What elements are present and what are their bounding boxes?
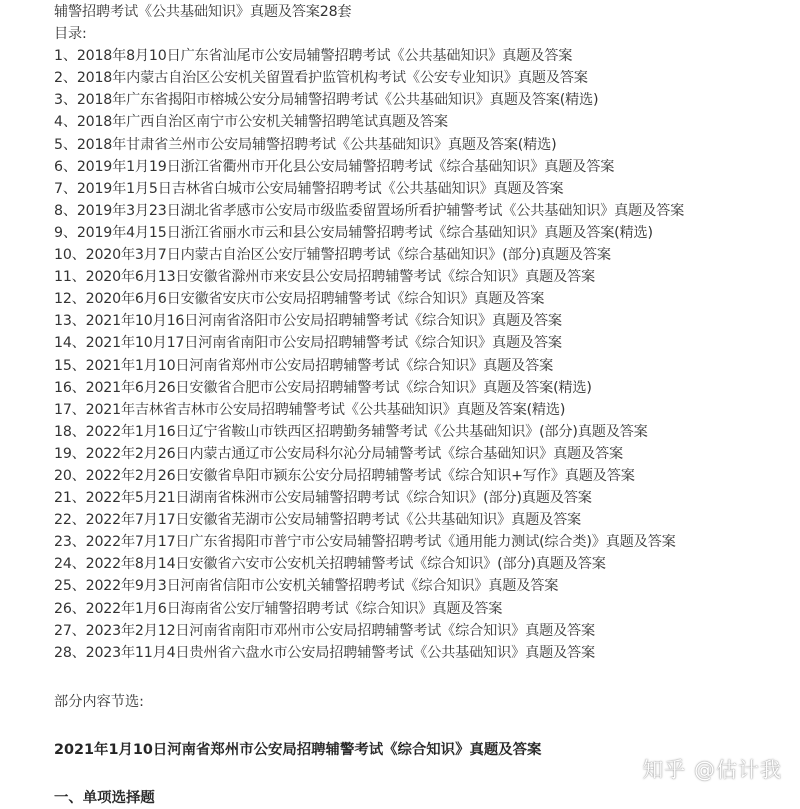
toc-item: 16、2021年6月26日安徽省合肥市公安局招聘辅警考试《综合知识》真题及答案(精选) [54, 379, 592, 396]
toc-item: 9、2019年4月15日浙江省丽水市云和县公安局辅警招聘考试《综合基础知识》真题及答案(精选) [54, 224, 653, 241]
toc-item: 14、2021年10月17日河南省南阳市公安局招聘辅警考试《综合知识》真题及答案 [54, 335, 562, 352]
excerpt-label: 部分内容节选: [54, 693, 144, 710]
toc-item: 4、2018年广西自治区南宁市公安机关辅警招聘笔试真题及答案 [54, 114, 448, 131]
toc-item: 18、2022年1月16日辽宁省鞍山市铁西区招聘勤务辅警考试《公共基础知识》(部分)真题及答案 [54, 423, 648, 440]
part-heading: 一、单项选择题 [54, 789, 155, 806]
toc-item: 17、2021年吉林省吉林市公安局招聘辅警考试《公共基础知识》真题及答案(精选) [54, 401, 566, 418]
toc-item: 21、2022年5月21日湖南省株洲市公安局辅警招聘考试《综合知识》(部分)真题及答案 [54, 490, 592, 507]
document-header: 辅警招聘考试《公共基础知识》真题及答案28套 [54, 4, 352, 20]
toc-item: 7、2019年1月5日吉林省白城市公安局辅警招聘考试《公共基础知识》真题及答案 [54, 180, 564, 197]
toc-item: 13、2021年10月16日河南省洛阳市公安局招聘辅警考试《综合知识》真题及答案 [54, 313, 562, 330]
toc-item: 10、2020年3月7日内蒙古自治区公安厅辅警招聘考试《综合基础知识》(部分)真题及答案 [54, 247, 611, 264]
toc-item: 3、2018年广东省揭阳市榕城公安分局辅警招聘考试《公共基础知识》真题及答案(精选) [54, 92, 599, 109]
toc-item: 24、2022年8月14日安徽省六安市公安机关招聘辅警考试《综合知识》(部分)真题及答案 [54, 556, 606, 573]
toc-item: 1、2018年8月10日广东省汕尾市公安局辅警招聘考试《公共基础知识》真题及答案 [54, 48, 573, 65]
toc-item: 8、2019年3月23日湖北省孝感市公安局市级监委留置场所看护辅警考试《公共基础知识》真题及答案 [54, 202, 685, 219]
toc-item: 19、2022年2月26日内蒙古通辽市公安局科尔沁分局辅警考试《综合基础知识》真题及答案 [54, 445, 624, 462]
toc-item: 25、2022年9月3日河南省信阳市公安机关辅警招聘考试《综合知识》真题及答案 [54, 578, 559, 595]
toc-item: 6、2019年1月19日浙江省衢州市开化县公安局辅警招聘考试《综合基础知识》真题及答案 [54, 158, 615, 175]
toc-item: 15、2021年1月10日河南省郑州市公安局招聘辅警考试《综合知识》真题及答案 [54, 357, 554, 374]
toc-item: 11、2020年6月13日安徽省滁州市来安县公安局招聘辅警考试《综合知识》真题及答案 [54, 269, 596, 286]
document-body [54, 0, 794, 809]
toc-item: 20、2022年2月26日安徽省阜阳市颍东公安分局招聘辅警考试《综合知识+写作》真题及答案 [54, 467, 635, 484]
toc-item: 22、2022年7月17日安徽省芜湖市公安局辅警招聘考试《公共基础知识》真题及答案 [54, 512, 582, 529]
toc-item: 26、2022年1月6日海南省公安厅辅警招聘考试《综合知识》真题及答案 [54, 600, 503, 617]
section-title: 2021年1月10日河南省郑州市公安局招聘辅警考试《综合知识》真题及答案 [54, 741, 542, 758]
toc-item: 5、2018年甘肃省兰州市公安局辅警招聘考试《公共基础知识》真题及答案(精选) [54, 136, 557, 153]
toc-item: 23、2022年7月17日广东省揭阳市普宁市公安局辅警招聘考试《通用能力测试(综合类)》真题及答案 [54, 534, 676, 551]
zhihu-watermark: 知乎 @估计我 [642, 758, 782, 782]
toc-item: 28、2023年11月4日贵州省六盘水市公安局招聘辅警考试《公共基础知识》真题及答案 [54, 644, 596, 661]
toc-label: 目录: [54, 26, 87, 43]
toc-item: 12、2020年6月6日安徽省安庆市公安局招聘辅警考试《综合知识》真题及答案 [54, 291, 545, 308]
toc-list [54, 45, 794, 664]
toc-item: 2、2018年内蒙古自治区公安机关留置看护监管机构考试《公安专业知识》真题及答案 [54, 70, 588, 87]
toc-item: 27、2023年2月12日河南省南阳市邓州市公安局招聘辅警考试《综合知识》真题及答案 [54, 622, 596, 639]
